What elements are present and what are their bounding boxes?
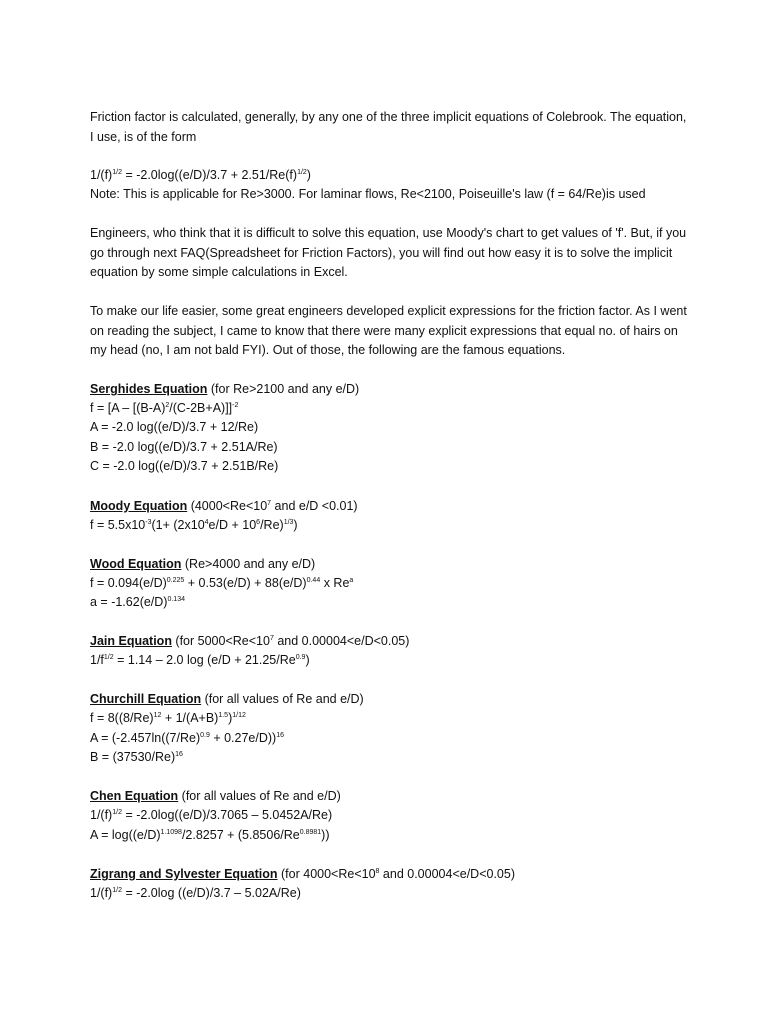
moody-title: Moody Equation — [90, 499, 188, 513]
churchill-f: $f = 8((8/Re)^{12} + 1/(A+B)^{1.5})^{1/12}$ — [90, 711, 246, 725]
engineers-paragraph: Engineers, who think that it is difficult to solve this equation, use Moody's chart to get values of 'f'. But, if you go through next FAQ(Spreadsheet for Friction Factors), you will find out how easy it is to solve the implicit equation by some simple calculations in Excel. — [90, 226, 687, 279]
chen-a: $A = \log((e/D)^{1.1098}/2.8257 + (5.8506/Re^{0.8981}))$ — [90, 828, 330, 842]
jain-title: Jain Equation — [90, 634, 172, 648]
serghides-a: A = -2.0 log((e/D)/3.7 + 12/Re) — [90, 420, 259, 434]
jain-f: $1/f^{1/2} = 1.14 - 2.0$ $\log (e/D + 21.25/Re^{0.9})$ — [90, 653, 310, 667]
moody-heading: Moody Equation ($4000<Re<10^7$ and e/D <0.01) — [90, 499, 358, 513]
zigrang-f: $1/(f)^{1/2} = -2.0\log$ ((e/D)/3.7 – 5.02A/Re) — [90, 886, 301, 900]
churchill-title: Churchill Equation — [90, 692, 202, 706]
chen-title: Chen Equation — [90, 789, 179, 803]
wood-title: Wood Equation — [90, 557, 182, 571]
serghides-title: Serghides Equation — [90, 382, 208, 396]
wood-a: $a = -1.62(e/D)^{0.134}$ — [90, 595, 185, 609]
colebrook-equation: $1/(f)^{1/2} = -2.0\log((e/D)/3.7 + 2.51/Re(f)^{1/2})$ — [90, 168, 311, 182]
churchill-heading: Churchill Equation (for all values of Re and e/D) — [90, 692, 364, 706]
zigrang-heading: Zigrang and Sylvester Equation (for $4000<Re<10^8$ and 0.00004<e/D<0.05) — [90, 867, 515, 881]
serghides-b: B = -2.0 log((e/D)/3.7 + 2.51A/Re) — [90, 440, 278, 454]
jain-heading: Jain Equation (for $5000<Re<10^7$ and 0.00004<e/D<0.05) — [90, 634, 410, 648]
serghides-heading: Serghides Equation (for Re>2100 and any e/D) — [90, 382, 360, 396]
explicit-intro-paragraph: To make our life easier, some great engineers developed explicit expressions for the friction factor. As I went on reading the subject, I came to know that there were many explicit expressions that equal no. of hairs on my head (no, I am not bald FYI). Out of those, the following are the famous equations. — [90, 304, 687, 357]
churchill-b: $B = (37530/Re)^{16}$ — [90, 750, 183, 764]
wood-heading: Wood Equation (Re>4000 and any e/D) — [90, 557, 316, 571]
serghides-c: C = -2.0 log((e/D)/3.7 + 2.51B/Re) — [90, 459, 279, 473]
moody-f: $f = 5.5x10^{-3}(1+ (2x10^4e/D + 10^6/Re)^{1/3})$ — [90, 518, 298, 532]
wood-f: $f = 0.094(e/D)^{0.225} + 0.53(e/D) + 88(e/D)^{0.44}$ x Re$^a$ — [90, 576, 354, 590]
churchill-a: $A = (-2.457\ln((7/Re)^{0.9} + 0.27e/D))^{16}$ — [90, 731, 285, 745]
colebrook-note: Note: This is applicable for Re>3000. For laminar flows, Re<2100, Poiseuille's law (f = 64/Re)is used — [90, 187, 646, 201]
intro-paragraph: Friction factor is calculated, generally, by any one of the three implicit equations of Colebrook. The equation, I use, is of the form — [90, 110, 687, 144]
serghides-f: $f = [A - [(B-A)^2/(C-2B+A)]]^{-2}$ — [90, 401, 239, 415]
chen-heading: Chen Equation (for all values of Re and e/D) — [90, 789, 341, 803]
zigrang-title: Zigrang and Sylvester Equation — [90, 867, 278, 881]
chen-f: $1/(f)^{1/2} = -2.0\log((e/D)/3.7065 - 5.0452A/Re)$ — [90, 808, 333, 822]
